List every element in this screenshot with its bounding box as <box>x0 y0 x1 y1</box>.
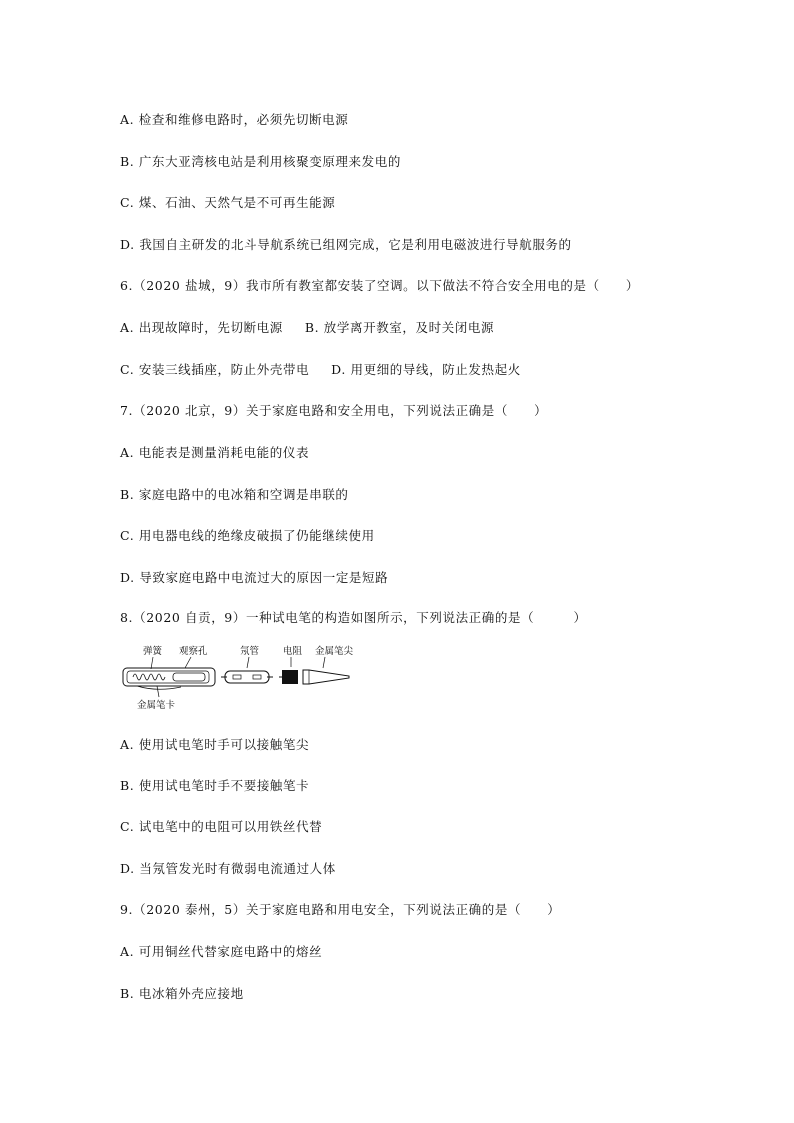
spring-shape <box>133 674 165 680</box>
q5-option-b: B. 广东大亚湾核电站是利用核聚变原理来发电的 <box>120 154 401 169</box>
q6-stem: 6.（2020 盐城，9）我市所有教室都安装了空调。以下做法不符合安全用电的是（ ） <box>120 278 639 293</box>
q8-option-a: A. 使用试电笔时手可以接触笔尖 <box>120 737 310 752</box>
q6-option-a: A. 出现故障时，先切断电源 <box>120 320 283 335</box>
window-shape <box>173 673 205 681</box>
q6-option-b: B. 放学离开教室，及时关闭电源 <box>304 320 495 335</box>
test-pen-figure <box>117 640 367 712</box>
q7-option-b: B. 家庭电路中的电冰箱和空调是串联的 <box>120 487 349 502</box>
q9-option-b: B. 电冰箱外壳应接地 <box>120 986 244 1001</box>
q9-stem: 9.（2020 泰州，5）关于家庭电路和用电安全，下列说法正确的是（ ） <box>120 902 561 917</box>
q6-option-d: D. 用更细的导线，防止发热起火 <box>331 362 521 377</box>
q7-option-d: D. 导致家庭电路中电流过大的原因一定是短路 <box>120 570 389 585</box>
label-clip: 金属笔卡 <box>137 700 176 711</box>
q8-option-c: C. 试电笔中的电阻可以用铁丝代替 <box>120 819 323 834</box>
label-neon: 氖管 <box>240 646 260 657</box>
label-tip: 金属笔尖 <box>315 646 354 657</box>
q5-option-c: C. 煤、石油、天然气是不可再生能源 <box>120 195 336 210</box>
q8-option-b: B. 使用试电笔时手不要接触笔卡 <box>120 778 310 793</box>
q6-option-c: C. 安装三线插座，防止外壳带电 <box>120 362 310 377</box>
metal-tip-shape <box>303 670 349 684</box>
q7-stem: 7.（2020 北京，9）关于家庭电路和安全用电，下列说法正确是（ ） <box>120 403 548 418</box>
q6-options-row-2 <box>120 360 521 378</box>
label-window: 观察孔 <box>179 646 208 657</box>
q8-stem: 8.（2020 自贡，9）一种试电笔的构造如图所示，下列说法正确的是（ ） <box>120 610 587 625</box>
q7-option-c: C. 用电器电线的绝缘皮破损了仍能继续使用 <box>120 528 375 543</box>
q7-option-a: A. 电能表是测量消耗电能的仪表 <box>120 445 310 460</box>
q6-options-row-1 <box>120 318 494 336</box>
resistor-shape <box>282 670 298 684</box>
q5-option-a: A. 检查和维修电路时，必须先切断电源 <box>120 112 349 127</box>
q8-option-d: D. 当氖管发光时有微弱电流通过人体 <box>120 861 336 876</box>
neon-tube <box>225 671 269 683</box>
q5-option-d: D. 我国自主研发的北斗导航系统已组网完成，它是利用电磁波进行导航服务的 <box>120 237 572 252</box>
q9-option-a: A. 可用铜丝代替家庭电路中的熔丝 <box>120 944 323 959</box>
label-spring: 弹簧 <box>143 646 163 657</box>
label-resistor: 电阻 <box>283 646 303 657</box>
